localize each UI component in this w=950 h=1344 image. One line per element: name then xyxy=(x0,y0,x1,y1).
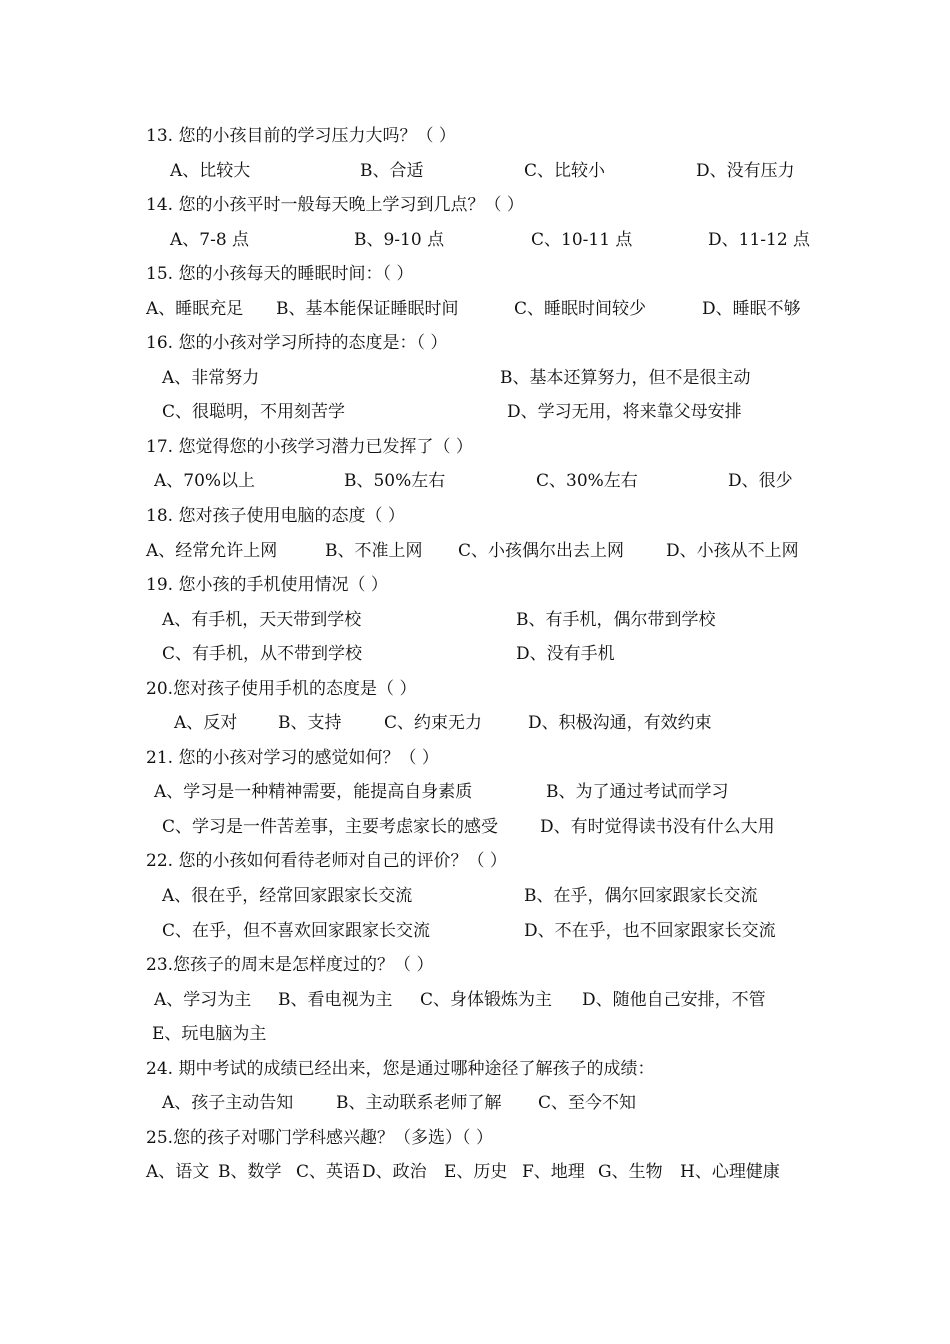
option-f: F、地理 xyxy=(522,1162,585,1182)
option-a: A、70%以上 xyxy=(154,471,256,491)
option-d: D、没有手机 xyxy=(516,644,615,664)
option-d: D、随他自己安排，不管 xyxy=(582,990,766,1010)
option-c: C、比较小 xyxy=(524,161,606,181)
option-a: A、反对 xyxy=(174,713,238,733)
question-22 xyxy=(0,846,950,876)
option-b: B、数学 xyxy=(218,1162,282,1182)
question-text: 20.您对孩子使用手机的态度是（ ） xyxy=(146,679,417,699)
option-c: C、小孩偶尔出去上网 xyxy=(458,541,625,561)
options-17 xyxy=(0,466,950,496)
options-15 xyxy=(0,294,950,324)
options-20 xyxy=(0,708,950,738)
question-text: 23.您孩子的周末是怎样度过的？（ ） xyxy=(146,955,434,975)
option-d: D、很少 xyxy=(728,471,793,491)
question-text: 25.您的孩子对哪门学科感兴趣？（多选）（ ） xyxy=(146,1128,493,1148)
option-b: B、9-10 点 xyxy=(354,230,445,250)
option-c: C、身体锻炼为主 xyxy=(420,990,553,1010)
question-16 xyxy=(0,328,950,358)
options-23-row2 xyxy=(0,1019,950,1049)
question-text: 17. 您觉得您的小孩学习潜力已发挥了（ ） xyxy=(146,437,473,457)
option-d: D、有时觉得读书没有什么大用 xyxy=(540,817,775,837)
option-a: A、非常努力 xyxy=(162,368,260,388)
options-25 xyxy=(0,1157,950,1187)
question-text: 15. 您的小孩每天的睡眠时间：（ ） xyxy=(146,264,414,284)
option-h: H、心理健康 xyxy=(680,1162,780,1182)
question-text: 16. 您的小孩对学习所持的态度是：（ ） xyxy=(146,333,448,353)
option-e: E、历史 xyxy=(444,1162,508,1182)
options-21-row2 xyxy=(0,812,950,842)
option-d: D、没有压力 xyxy=(696,161,795,181)
options-23-row1 xyxy=(0,985,950,1015)
option-b: B、主动联系老师了解 xyxy=(336,1093,502,1113)
option-b: B、在乎，偶尔回家跟家长交流 xyxy=(524,886,758,906)
option-d: D、11-12 点 xyxy=(708,230,811,250)
option-b: B、有手机，偶尔带到学校 xyxy=(516,610,716,630)
option-d: D、政治 xyxy=(362,1162,427,1182)
option-c: C、至今不知 xyxy=(538,1093,637,1113)
options-13 xyxy=(0,156,950,186)
options-21-row1 xyxy=(0,777,950,807)
option-a: A、学习是一种精神需要，能提高自身素质 xyxy=(154,782,473,802)
option-g: G、生物 xyxy=(598,1162,663,1182)
option-c: C、10-11 点 xyxy=(531,230,633,250)
option-a: A、比较大 xyxy=(170,161,251,181)
option-d: D、小孩从不上网 xyxy=(666,541,799,561)
option-a: A、学习为主 xyxy=(154,990,252,1010)
option-a: A、经常允许上网 xyxy=(146,541,278,561)
question-15 xyxy=(0,259,950,289)
option-b: B、基本还算努力，但不是很主动 xyxy=(500,368,751,388)
option-a: A、睡眠充足 xyxy=(146,299,244,319)
question-25 xyxy=(0,1123,950,1153)
question-text: 14. 您的小孩平时一般每天晚上学习到几点？（ ） xyxy=(146,195,524,215)
option-c: C、很聪明，不用刻苦学 xyxy=(162,402,346,422)
option-a: A、很在乎，经常回家跟家长交流 xyxy=(162,886,413,906)
option-c: C、在乎，但不喜欢回家跟家长交流 xyxy=(162,921,431,941)
options-16-row1 xyxy=(0,363,950,393)
option-a: A、7-8 点 xyxy=(170,230,250,250)
options-16-row2 xyxy=(0,397,950,427)
question-20 xyxy=(0,674,950,704)
question-18 xyxy=(0,501,950,531)
option-c: C、英语 xyxy=(296,1162,361,1182)
option-a: A、语文 xyxy=(146,1162,210,1182)
option-c: C、约束无力 xyxy=(384,713,483,733)
question-23 xyxy=(0,950,950,980)
question-14 xyxy=(0,190,950,220)
question-13 xyxy=(0,121,950,151)
option-a: A、有手机，天天带到学校 xyxy=(162,610,362,630)
option-a: A、孩子主动告知 xyxy=(162,1093,294,1113)
option-b: B、为了通过考试而学习 xyxy=(546,782,729,802)
options-24 xyxy=(0,1088,950,1118)
options-14 xyxy=(0,225,950,255)
options-19-row1 xyxy=(0,605,950,635)
option-c: C、学习是一件苦差事，主要考虑家长的感受 xyxy=(162,817,499,837)
option-d: D、积极沟通，有效约束 xyxy=(528,713,712,733)
option-d: D、不在乎，也不回家跟家长交流 xyxy=(524,921,776,941)
question-text: 22. 您的小孩如何看待老师对自己的评价？（ ） xyxy=(146,851,507,871)
option-c: C、有手机，从不带到学校 xyxy=(162,644,363,664)
option-b: B、支持 xyxy=(278,713,342,733)
question-24 xyxy=(0,1054,950,1084)
option-c: C、睡眠时间较少 xyxy=(514,299,647,319)
option-b: B、不准上网 xyxy=(325,541,423,561)
question-text: 13. 您的小孩目前的学习压力大吗？（ ） xyxy=(146,126,456,146)
options-19-row2 xyxy=(0,639,950,669)
question-17 xyxy=(0,432,950,462)
option-c: C、30%左右 xyxy=(536,471,638,491)
question-text: 19. 您小孩的手机使用情况（ ） xyxy=(146,575,388,595)
option-b: B、基本能保证睡眠时间 xyxy=(276,299,459,319)
option-b: B、看电视为主 xyxy=(278,990,393,1010)
option-e: E、玩电脑为主 xyxy=(152,1024,267,1044)
option-d: D、睡眠不够 xyxy=(702,299,801,319)
option-d: D、学习无用，将来靠父母安排 xyxy=(507,402,742,422)
option-b: B、合适 xyxy=(360,161,424,181)
question-21 xyxy=(0,743,950,773)
options-22-row2 xyxy=(0,916,950,946)
question-text: 18. 您对孩子使用电脑的态度（ ） xyxy=(146,506,405,526)
option-b: B、50%左右 xyxy=(344,471,446,491)
question-text: 21. 您的小孩对学习的感觉如何？（ ） xyxy=(146,748,439,768)
question-19 xyxy=(0,570,950,600)
question-text: 24. 期中考试的成绩已经出来，您是通过哪种途径了解孩子的成绩： xyxy=(146,1059,655,1079)
options-18 xyxy=(0,536,950,566)
options-22-row1 xyxy=(0,881,950,911)
